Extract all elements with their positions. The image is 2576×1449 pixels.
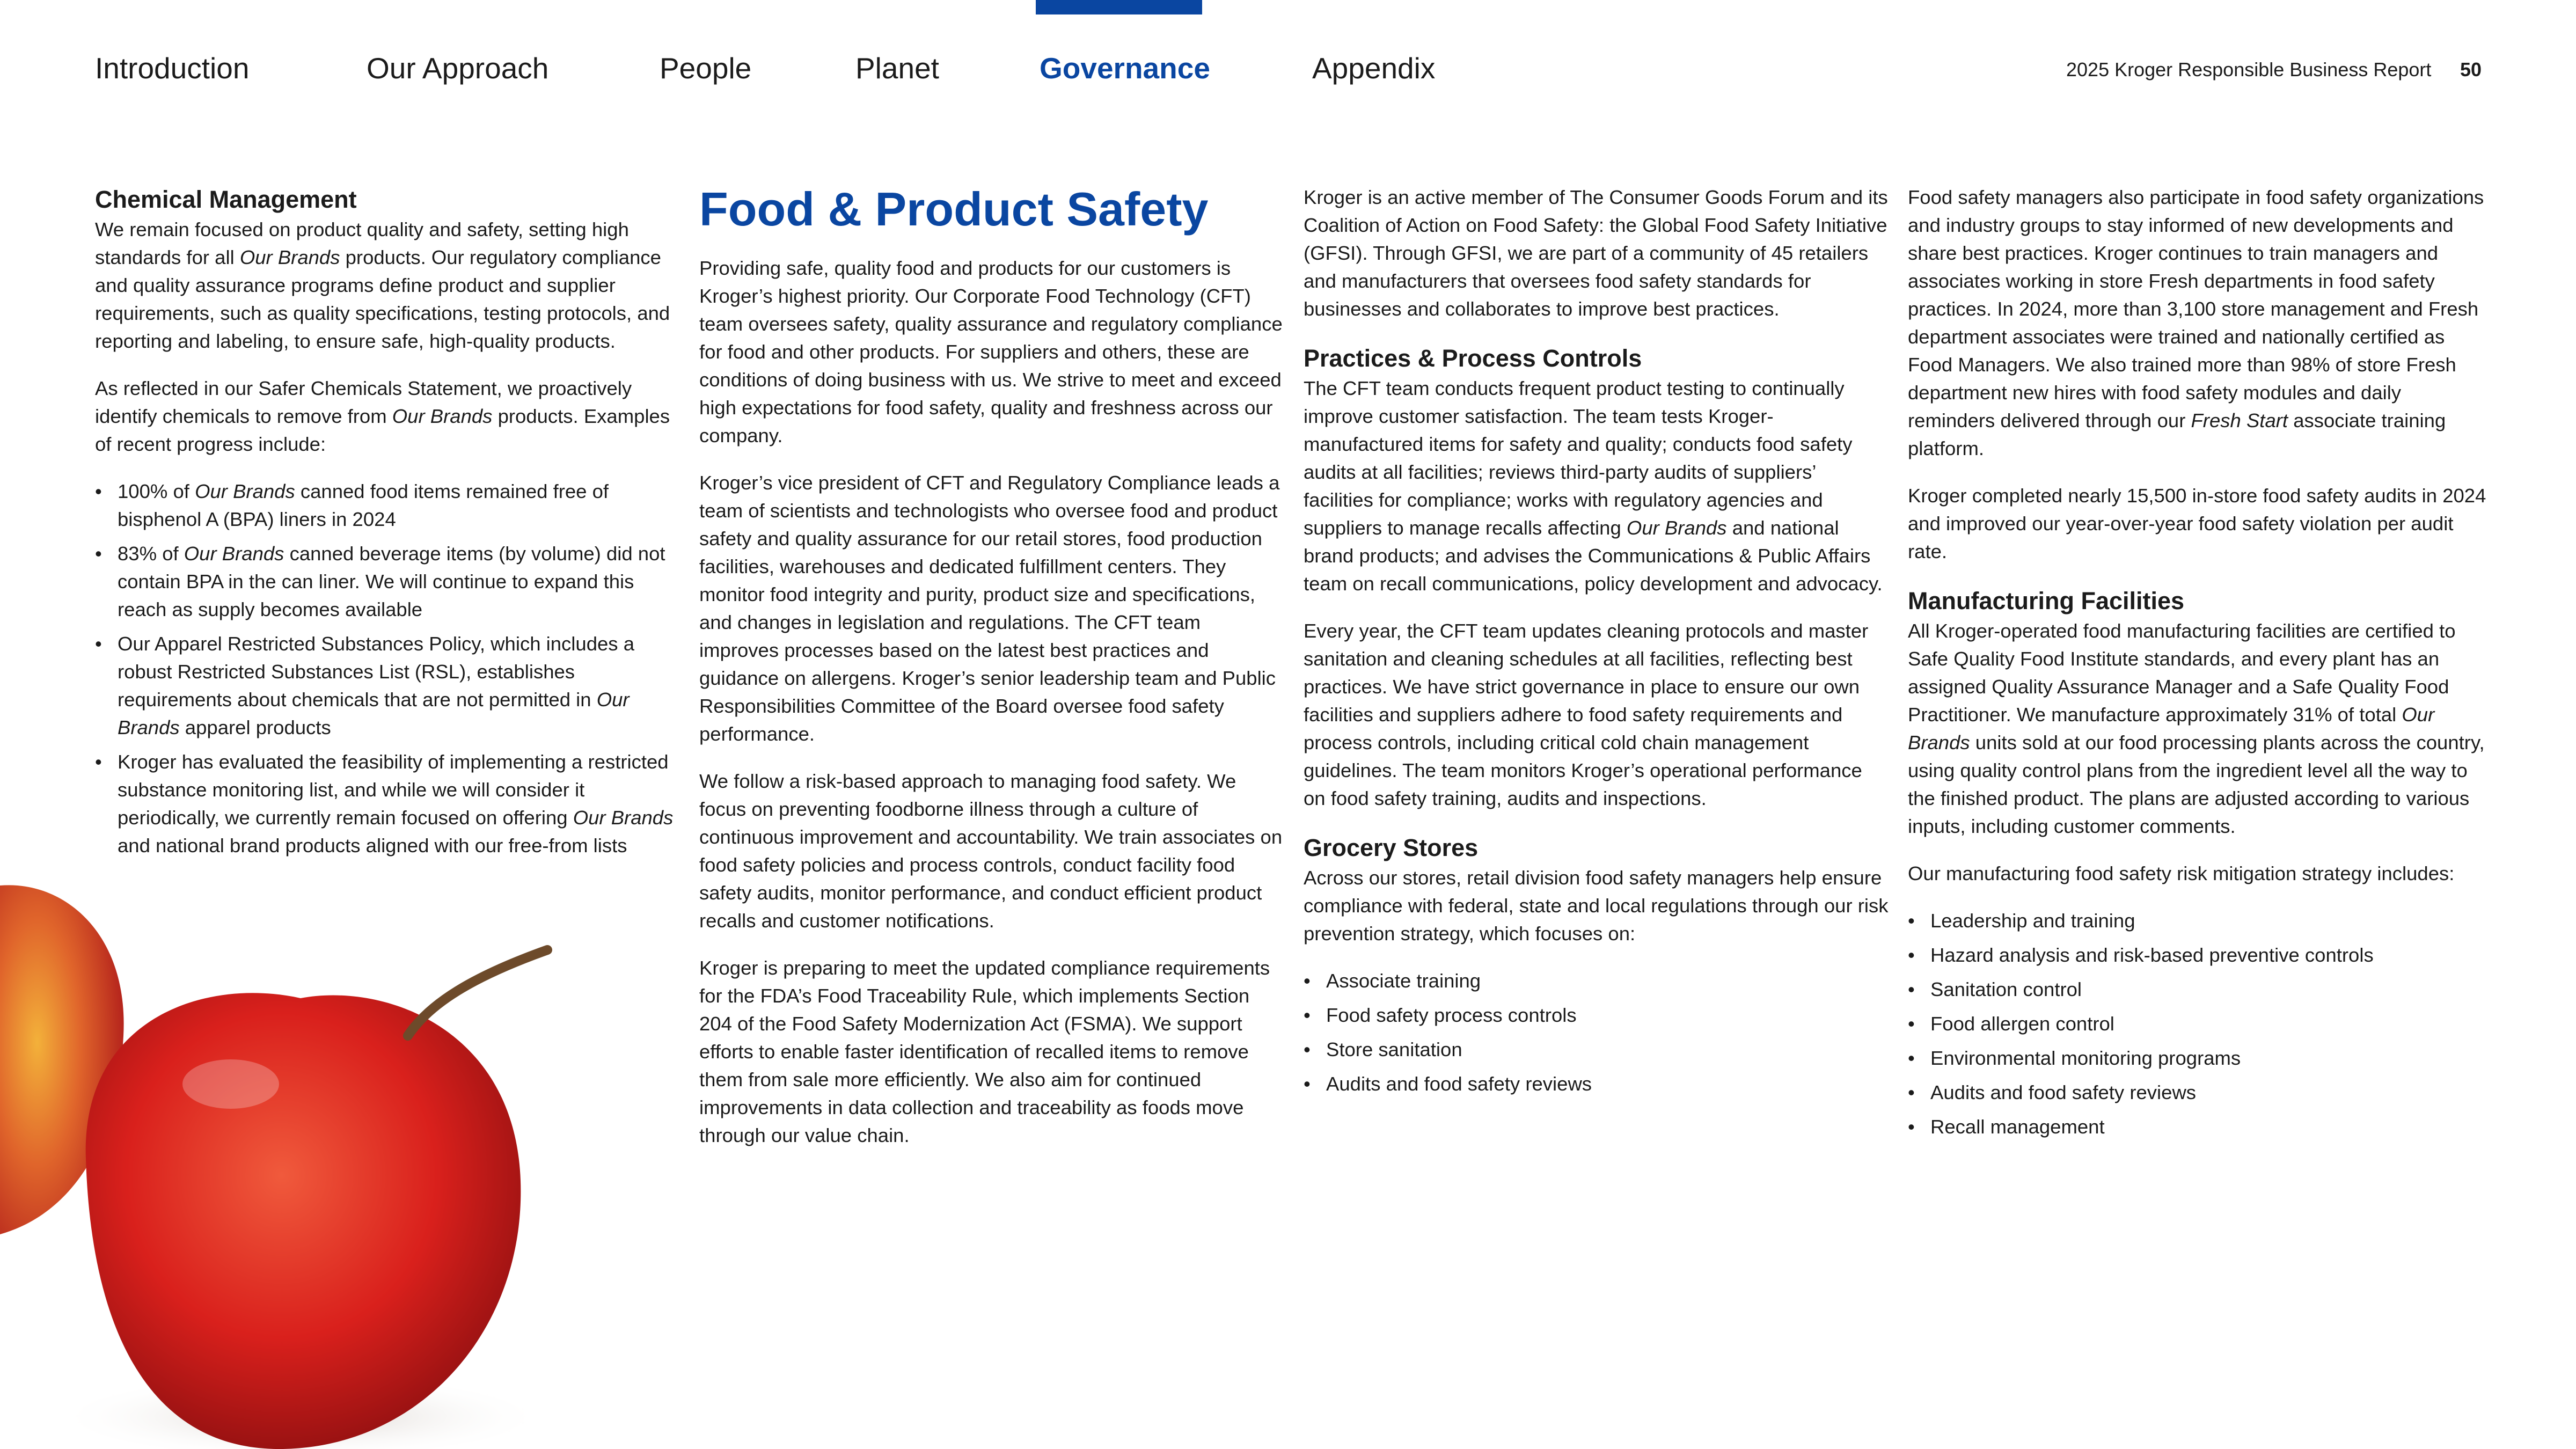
nav-governance[interactable]: Governance: [1040, 52, 1210, 85]
list-item: • Audits and food safety reviews: [1304, 1070, 1889, 1098]
top-navigation: [0, 0, 2576, 140]
paragraph: Kroger is preparing to meet the updated compliance requirements for the FDA’s Food Traceability Rule, which implements Section 204 of the Food Safety Modernization Act (FSMA). We support efforts to enable faster identification of recalled items to remove them from sale more efficiently. We also aim for continued improvements in data collection and traceability as foods move through our value chain.: [699, 957, 1270, 1146]
paragraph: Kroger is an active member of The Consumer Goods Forum and its Coalition of Action on Food Safety: the Global Food Safety Initiative (GFSI). Through GFSI, we are part of a community of 45 retailers and manufacturers that oversees food safety standards for businesses and collaborates to improve best practices.: [1304, 186, 1888, 320]
progress-list: [95, 478, 680, 860]
active-tab-indicator: [1036, 0, 1202, 14]
section-heading-practices: Practices & Process Controls: [1304, 345, 1642, 372]
list-item: • Our Apparel Restricted Substances Policy, which includes a robust Restricted Substances List (RSL), establishes requirements about chemicals that are not permitted in Our Brands apparel products: [95, 630, 680, 742]
list-item: • 83% of Our Brands canned beverage items (by volume) did not contain BPA in the can liner. We will continue to expand this reach as supply becomes available: [95, 540, 680, 624]
nav-planet[interactable]: Planet: [855, 52, 939, 85]
section-heading-manufacturing: Manufacturing Facilities: [1908, 587, 2185, 614]
nav-introduction[interactable]: Introduction: [95, 52, 250, 85]
list-item: • Sanitation control: [1908, 976, 2493, 1004]
list-item: • Leadership and training: [1908, 907, 2493, 935]
list-item: • Store sanitation: [1304, 1036, 1889, 1064]
list-item: • Food safety process controls: [1304, 1001, 1889, 1029]
paragraph: Providing safe, quality food and products for our customers is Kroger’s highest priority. Our Corporate Food Technology (CFT) team oversees safety, quality assurance and regulatory compliance for food and other products. For suppliers and others, these are conditions of doing business with us. We strive to meet and exceed high expectations for food safety, quality and freshness across our company.: [699, 257, 1283, 447]
column-chemical-management: [95, 184, 680, 866]
nav-appendix[interactable]: Appendix: [1312, 52, 1436, 85]
paragraph: We remain focused on product quality and safety, setting high standards for all Our Brands products. Our regulatory compliance and quality assurance programs define product and supplier requirements, such as quality specifications, testing protocols, and reporting and labeling, to ensure safe, high-quality products.: [95, 218, 670, 352]
mitigation-list: [1908, 907, 2493, 1141]
paragraph: Across our stores, retail division food safety managers help ensure compliance with federal, state and local regulations through our risk prevention strategy, which focuses on:: [1304, 867, 1889, 945]
list-item: • Food allergen control: [1908, 1010, 2493, 1038]
paragraph: Our manufacturing food safety risk mitigation strategy includes:: [1908, 862, 2455, 884]
paragraph: The CFT team conducts frequent product testing to continually improve customer satisfaction. The team tests Kroger-manufactured items for safety and quality; conducts food safety audits at all facilities; reviews third-party audits of suppliers’ facilities for compliance; works with regulatory agencies and suppliers to manage recalls affecting Our Brands and national brand products; and advises the Communications & Public Affairs team on recall communications, policy development and advocacy.: [1304, 377, 1883, 595]
paragraph: Kroger completed nearly 15,500 in-store food safety audits in 2024 and improved our year-over-year food safety violation per audit rate.: [1908, 485, 2486, 562]
column-food-product-safety: [699, 184, 1284, 1169]
paragraph: As reflected in our Safer Chemicals Statement, we proactively identify chemicals to remove from Our Brands products. Examples of recent progress include:: [95, 377, 670, 455]
report-title: 2025 Kroger Responsible Business Report: [2066, 58, 2432, 80]
section-heading-chemical-management: Chemical Management: [95, 186, 357, 213]
paragraph: We follow a risk-based approach to managing food safety. We focus on preventing foodborne illness through a culture of continuous improvement and accountability. We train associates on food safety policies and process controls, conduct facility food safety audits, monitor performance, and conduct efficient product recalls and customer notifications.: [699, 770, 1283, 932]
paragraph: Kroger’s vice president of CFT and Regulatory Compliance leads a team of scientists and technologists who oversee food and product safety and quality assurance for our retail stores, food production facilities, warehouses and dedicated fulfillment centers. They monitor food integrity and purity, product size and specifications, and changes in legislation and regulations. The CFT team improves processes based on the latest best practices and guidance on allergens. Kroger’s senior leadership team and Public Responsibilities Committee of the Board oversee food safety performance.: [699, 472, 1280, 745]
paragraph: All Kroger-operated food manufacturing facilities are certified to Safe Quality Food Institute standards, and every plant has an assigned Quality Assurance Manager and a Safe Quality Food Practitioner. We manufacture approximately 31% of total Our Brands units sold at our food processing plants across the country, using quality control plans from the ingredient level all the way to the finished product. The plans are adjusted according to various inputs, including customer comments.: [1908, 620, 2485, 837]
column-practices: [1304, 184, 1889, 1104]
paragraph: Every year, the CFT team updates cleaning protocols and master sanitation and cleaning schedules at all facilities, reflecting best practices. We have strict governance in place to ensure our own facilities and suppliers adhere to food safety requirements and process controls, including critical cold chain management guidelines. The team monitors Kroger’s operational performance on food safety training, audits and inspections.: [1304, 620, 1869, 809]
page-title: Food & Product Safety: [699, 182, 1209, 236]
red-apple-shape: [86, 993, 521, 1449]
list-item: • Recall management: [1908, 1113, 2493, 1141]
strategy-list: [1304, 967, 1889, 1098]
column-manufacturing: [1908, 184, 2493, 1147]
list-item: • Kroger has evaluated the feasibility of implementing a restricted substance monitoring list, and while we will consider it periodically, we currently remain focused on offering Our Brands and national brand products aligned with our free-from lists: [95, 748, 680, 860]
nav-our-approach[interactable]: Our Approach: [367, 52, 549, 85]
list-item: • Associate training: [1304, 967, 1889, 995]
apple-highlight: [182, 1059, 279, 1109]
list-item: • 100% of Our Brands canned food items remained free of bisphenol A (BPA) liners in 2024: [95, 478, 680, 533]
list-item: • Environmental monitoring programs: [1908, 1044, 2493, 1072]
nav-people[interactable]: People: [660, 52, 752, 85]
page-number: 50: [2460, 58, 2482, 80]
list-item: • Audits and food safety reviews: [1908, 1079, 2493, 1107]
apple-illustration: [0, 859, 601, 1449]
section-heading-grocery-stores: Grocery Stores: [1304, 834, 1479, 861]
list-item: • Hazard analysis and risk-based preventive controls: [1908, 941, 2493, 969]
paragraph: Food safety managers also participate in food safety organizations and industry groups to stay informed of new developments and share best practices. Kroger continues to train managers and associates working in store Fresh departments in food safety practices. In 2024, more than 3,100 store management and Fresh department associates were trained and nationally certified as Food Managers. We also trained more than 98% of store Fresh department new hires with food safety modules and daily reminders delivered through our Fresh Start associate training platform.: [1908, 186, 2484, 459]
